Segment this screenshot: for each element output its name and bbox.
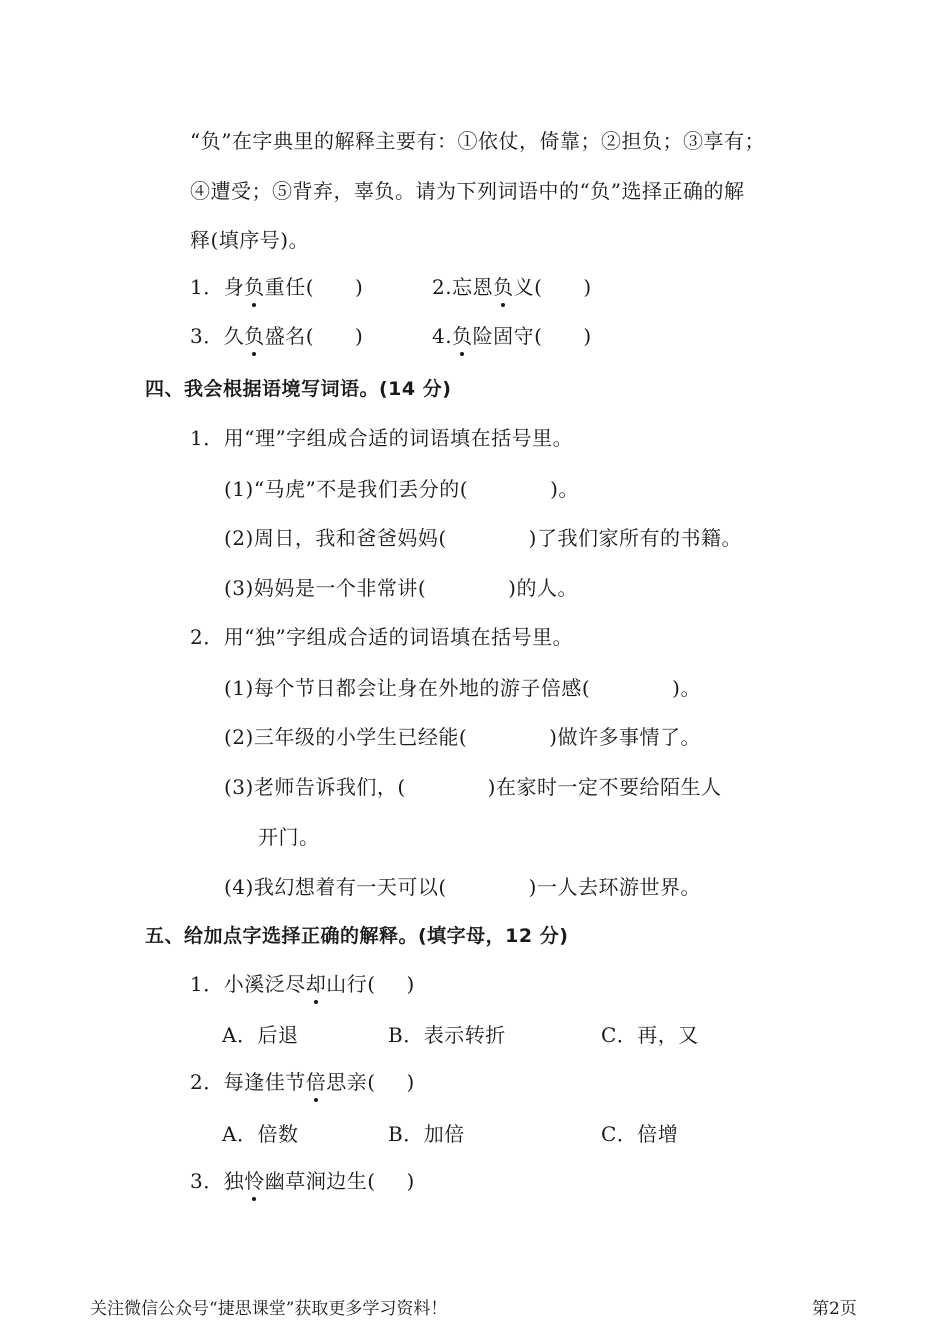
item-number: 2． (190, 1070, 224, 1094)
item-text: 盛名 (264, 324, 306, 348)
item-text: 重任 (264, 275, 306, 299)
li-sentence-2 (224, 524, 742, 552)
intro-line-3: 释(填序号)。 (190, 228, 310, 252)
dotted-char: 负 (244, 275, 265, 299)
sentence-text: 一人去环游世界。 (536, 875, 701, 899)
du-sentence-3-continuation: 开门。 (258, 825, 320, 849)
section-4-heading: 四、我会根据语境写词语。(14 分) (145, 378, 452, 400)
li-sentence-1 (224, 475, 579, 503)
sentence-text: 了我们家所有的书籍。 (536, 526, 742, 550)
fu-item-1 (190, 273, 363, 301)
answer-blank[interactable]: ( ) (534, 275, 592, 299)
answer-blank[interactable]: ( ) (438, 875, 537, 899)
item-text: 独 (223, 1169, 245, 1193)
answer-blank[interactable]: ( ) (367, 1169, 415, 1193)
poem-1-option-c[interactable]: C．再，又 (601, 1023, 699, 1047)
item-text: 每逢佳节 (223, 1070, 306, 1094)
answer-blank[interactable]: ( ) (581, 676, 681, 700)
fu-item-3 (190, 322, 363, 350)
sentence-text: (2)三年级的小学生已经能 (224, 725, 459, 749)
item-text: 山行 (326, 972, 368, 996)
page-number: 第2页 (812, 1299, 857, 1319)
item-number: 3． (190, 324, 224, 348)
answer-blank[interactable]: ( ) (367, 972, 415, 996)
sentence-text: 在家时一定不要给陌生人 (495, 775, 722, 799)
dotted-char: 负 (452, 324, 473, 348)
answer-blank[interactable]: ( ) (305, 275, 364, 299)
item-number: 4. (432, 324, 453, 348)
fu-item-2 (432, 273, 592, 301)
item-text: 身 (223, 275, 245, 299)
section-5-heading: 五、给加点字选择正确的解释。(填字母，12 分) (145, 925, 569, 947)
poem-item-2 (190, 1068, 415, 1096)
sentence-text: 的人。 (516, 576, 578, 600)
item-number: 1． (190, 275, 224, 299)
item-number: 1． (190, 972, 224, 996)
du-sentence-3 (224, 773, 721, 801)
intro-line-1: “负”在字典里的解释主要有：①依仗，倚靠；②担负；③享有； (190, 129, 765, 153)
answer-blank[interactable]: ( ) (458, 725, 558, 749)
item-text: 险固守 (472, 324, 535, 348)
answer-blank[interactable]: ( ) (367, 1070, 415, 1094)
poem-2-option-a[interactable]: A．倍数 (222, 1122, 299, 1146)
answer-blank[interactable]: ( ) (459, 477, 559, 501)
answer-blank[interactable]: ( ) (417, 576, 517, 600)
dotted-char: 负 (244, 324, 265, 348)
poem-1-option-a[interactable]: A．后退 (222, 1023, 299, 1047)
poem-2-option-c[interactable]: C．倍增 (601, 1122, 679, 1146)
li-sentence-3 (224, 574, 578, 602)
du-sentence-4 (224, 873, 701, 901)
item-text: 小溪泛尽 (223, 972, 306, 996)
sentence-text: 。 (558, 477, 579, 501)
sentence-text: (4)我幻想着有一天可以 (224, 875, 439, 899)
intro-line-2: ④遭受；⑤背弃，辜负。请为下列词语中的“负”选择正确的解 (190, 179, 745, 203)
answer-blank[interactable]: ( ) (438, 526, 537, 550)
question-1-label: 1．用“理”字组成合适的词语填在括号里。 (190, 426, 574, 450)
answer-blank[interactable]: ( ) (534, 324, 592, 348)
sentence-text: 做许多事情了。 (557, 725, 701, 749)
dotted-char: 却 (305, 972, 327, 996)
question-2-label: 2．用“独”字组成合适的词语填在括号里。 (190, 625, 574, 649)
sentence-text: (3)老师告诉我们， (224, 775, 398, 799)
poem-item-3 (190, 1167, 415, 1195)
sentence-text: (1)“马虎”不是我们丢分的 (224, 477, 460, 501)
item-text: 忘恩 (452, 275, 494, 299)
du-sentence-1 (224, 674, 701, 702)
sentence-text: (1)每个节日都会让身在外地的游子倍感 (224, 676, 582, 700)
item-number: 3． (190, 1169, 224, 1193)
answer-blank[interactable]: ( ) (305, 324, 364, 348)
footer-promo: 关注微信公众号“捷思课堂”获取更多学习资料！ (90, 1299, 448, 1319)
du-sentence-2 (224, 723, 701, 751)
fu-item-4 (432, 322, 592, 350)
item-text: 幽草涧边生 (264, 1169, 368, 1193)
poem-item-1 (190, 970, 415, 998)
dotted-char: 负 (493, 275, 514, 299)
item-text: 思亲 (326, 1070, 368, 1094)
dotted-char: 怜 (244, 1169, 265, 1193)
sentence-text: 。 (680, 676, 701, 700)
answer-blank[interactable]: ( ) (397, 775, 496, 799)
dotted-char: 倍 (305, 1070, 327, 1094)
item-number: 2. (432, 275, 453, 299)
item-text: 义 (513, 275, 535, 299)
sentence-text: (3)妈妈是一个非常讲 (224, 576, 418, 600)
item-text: 久 (223, 324, 245, 348)
poem-2-option-b[interactable]: B．加倍 (388, 1122, 465, 1146)
poem-1-option-b[interactable]: B．表示转折 (388, 1023, 506, 1047)
sentence-text: (2)周日，我和爸爸妈妈 (224, 526, 439, 550)
